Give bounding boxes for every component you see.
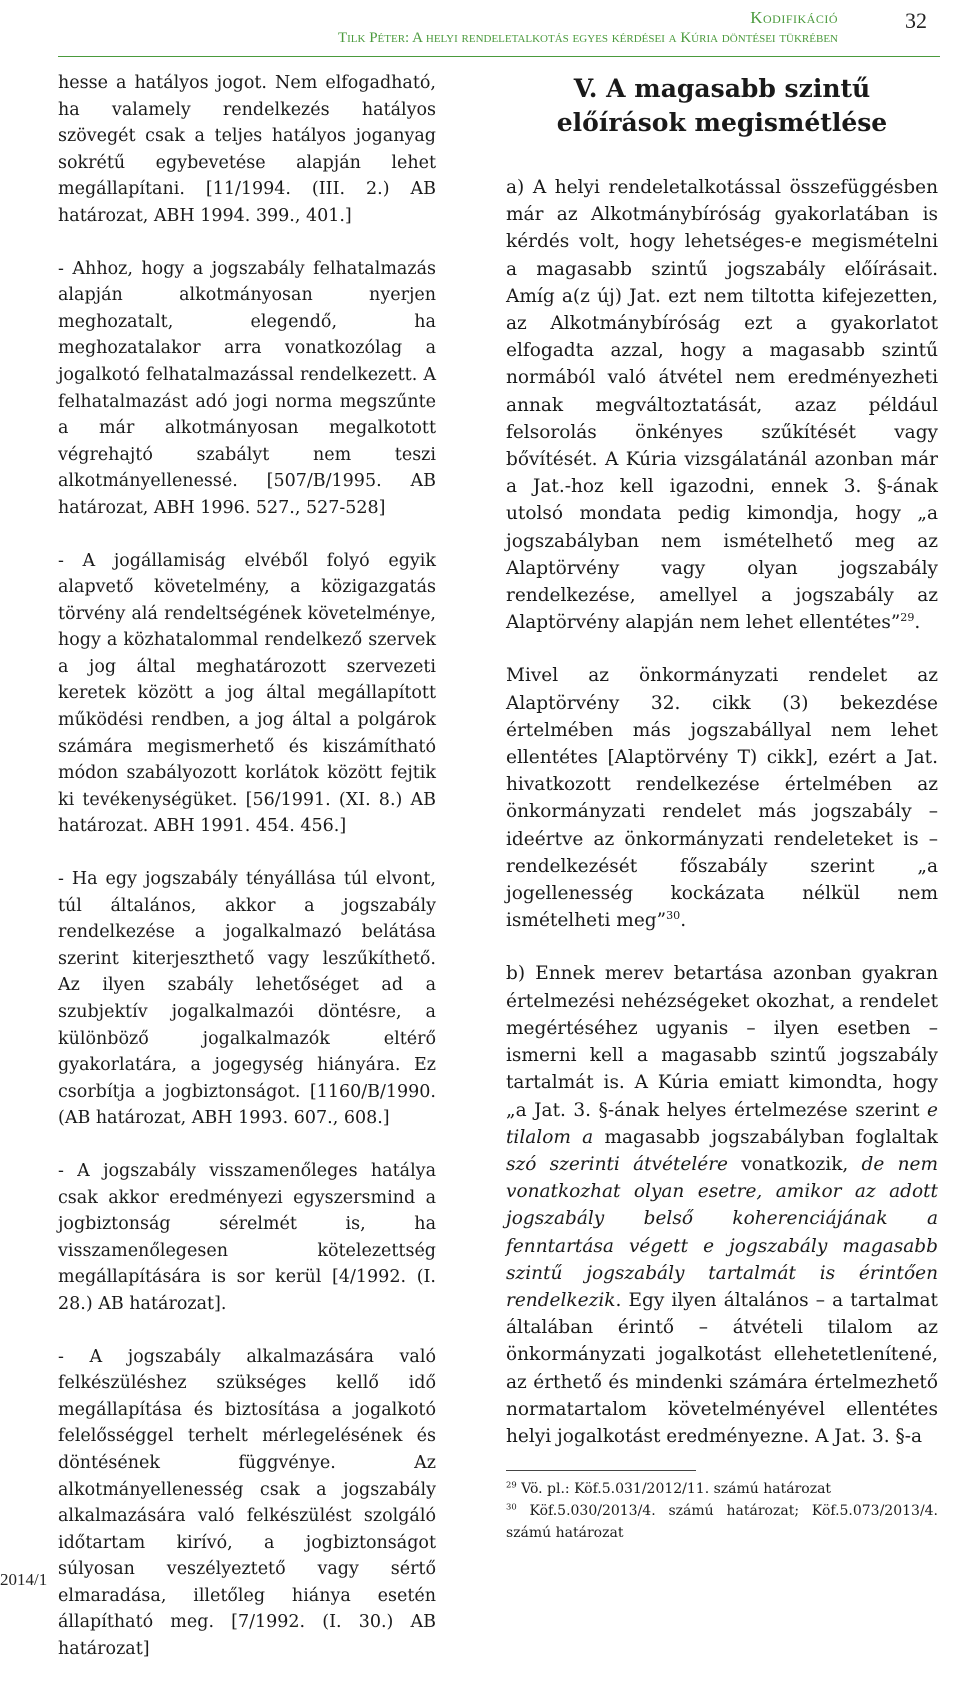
right-paragraph-2 xyxy=(506,662,938,934)
left-paragraph-6: - A jogszabály alkalmazására való felkészüléshez szükséges kellő idő megállapítása és biztosítása a jogalkotó felelősséggel terhelt mérlegelésének és döntésének függvénye. Az alkotmányellenesség csak a jogszabály alkalmazására való felkészülést szolgáló időtartam kirívó, a jogbiztonságot súlyosan veszélyeztető vagy sértő elmaradása, illetőleg hiánya esetén állapítható meg. [7/1992. (I. 30.) AB határozat] xyxy=(58,1346,436,1660)
footnote-ref-30[interactable]: 30 xyxy=(666,909,681,923)
left-paragraph-4: - Ha egy jogszabály tényállása túl elvont, túl általános, akkor a jogszabály rendelkezése a jogalkalmazó belátása szerint kiterjeszthető vagy leszűkíthető. Az ilyen szabály lehetőséget ad a szubjektív jogalkalmazói döntésre, a különböző jogalkalmazók eltérő gyakorlatára, a jogegység hiányára. Ez csorbítja a jogbiztonságot. [1160/B/1990. (AB határozat, ABH 1993. 607., 608.] xyxy=(58,869,436,1129)
right-paragraph-a xyxy=(506,174,938,636)
left-paragraph-5: - A jogszabály visszamenőleges hatálya csak akkor eredményezi egyszersmind a jogbiztonság sérelmét is, ha visszamenőlegesen kötelezettség megállapítására is sor kerül [4/1992. (I. 28.) AB határozat]. xyxy=(58,1160,436,1314)
right-paragraph-a-end: . xyxy=(914,612,921,634)
left-column xyxy=(58,70,436,1689)
footnote-rule xyxy=(506,1470,696,1471)
right-paragraph-b xyxy=(506,960,938,1450)
right-paragraph-b-italic3: de nem vonatkozhat olyan esetre, amikor az adott jogszabály belső koherenciájának a fenntartása végett e jogszabály magasabb szintű jogszabály tartalmát is érintően rendelkezik xyxy=(506,1153,938,1311)
left-paragraph-1: hesse a hatályos jogot. Nem elfogadható, ha valamely rendelkezés hatályos szövegét csak a teljes hatályos joganyag sokrétű egybevetése alapján lehet megállapítani. [11/1994. (III. 2.) AB határozat, ABH 1994. 399., 401.] xyxy=(58,73,436,226)
footnote-29 xyxy=(506,1478,938,1500)
footnote-ref-29[interactable]: 29 xyxy=(900,611,915,625)
right-paragraph-2-text: Mivel az önkormányzati rendelet az Alaptörvény 32. cikk (3) bekezdése értelmében más jogszabállyal nem lehet ellentétes [Alaptörvény T) cikk], ezért a Jat. hivatkozott rendelkezése értelmében az önkormányzati rendelet más jogszabály – ideértve az önkormányzati rendeleteket is – rendelkezését főszabály szerint „a jogellenesség kockázata nélkül nem ismételheti meg” xyxy=(506,665,938,932)
left-paragraph-3: - A jogállamiság elvéből folyó egyik alapvető követelmény, a közigazgatás törvény alá rendeltségének követelménye, hogy a közhatalommal rendelkező szervek a jog által meghatározott szervezeti keretek között a jog által megállapított működési rendben, a jog által a polgárok számára megismerhető és kiszámítható módon szabályozott korlátok között fejtik ki tevékenységüket. [56/1991. (XI. 8.) AB határozat. ABH 1991. 454. 456.] xyxy=(58,550,436,837)
right-paragraph-b-part1: b) Ennek merev betartása azonban gyakran értelmezési nehézségeket okozhat, a rendelet megértéséhez ugyanis – ilyen esetben – ismerni kell a magasabb szintű jogszabály tartalmát is. A Kúria emiatt kimondta, hogy „a Jat. 3. §-ának helyes értelmezése szerint xyxy=(506,963,938,1121)
right-paragraph-a-text: a) A helyi rendeletalkotással összefüggésben már az Alkotmánybíróság gyakorlatában is kérdés volt, hogy lehetséges-e megismételni a magasabb szintű jogszabály előírásait. Amíg a(z új) Jat. ezt nem tiltotta kifejezetten, az Alkotmánybíróság ezt a gyakorlatot elfogadta azzal, hogy a magasabb szintű normából való átvétel nem eredményezheti annak megváltoztatását, azaz például felsorolás önkényes szűkítését vagy bővítését. A Kúria vizsgálatánál azonban már a Jat.-hoz kell igazodni, ennek 3. §-ának utolsó mondata pedig kimondja, hogy „a jogszabályban nem ismételhető meg az Alaptörvény vagy olyan jogszabály rendelkezése, amellyel a jogszabály az Alaptörvény alapján nem lehet ellentétes” xyxy=(506,177,938,634)
running-title: Tilk Péter: A helyi rendeletalkotás egyes kérdései a Kúria döntései tükrében xyxy=(337,30,838,46)
left-paragraph-2: - Ahhoz, hogy a jogszabály felhatalmazás alapján alkotmányosan nyerjen meghozatalt, elegendő, ha meghozatalakor arra vonatkozólag a jogalkotó felhatalmazással rendelkezett. A felhatalmazást adó jogi norma megszűnte a már alkotmányosan megalkotott végrehajtó szabályt nem teszi alkotmányellenessé. [507/B/1995. AB határozat, ABH 1996. 527., 527-528] xyxy=(58,258,436,518)
footnote-30-text: Köf.5.030/2013/4. számú határozat; Köf.5.073/2013/4. számú határozat xyxy=(506,1503,939,1541)
page-number: 32 xyxy=(905,8,927,33)
footnote-30-num: 30 xyxy=(506,1501,517,1512)
right-paragraph-b-italic2: szó szerinti átvételére xyxy=(506,1153,728,1175)
right-paragraph-2-end: . xyxy=(680,910,687,932)
right-paragraph-b-part4: . Egy ilyen általános – a tartalmat általában érintő – átvételi tilalom az önkormányzati jogalkotást ellehetetlenítené, az érthető és mindenki számára értelmezhető normatartalom követelményével ellentétes helyi jogalkotást eredményezne. A Jat. 3. §-a xyxy=(506,1289,938,1447)
right-column xyxy=(506,70,938,1476)
right-paragraph-b-part2: magasabb jogszabályban foglaltak xyxy=(593,1126,938,1148)
footnotes xyxy=(506,1478,938,1544)
right-paragraph-b-part3: vonatkozik, xyxy=(727,1153,862,1175)
footnote-29-text: Vö. pl.: Köf.5.031/2012/11. számú határozat xyxy=(521,1481,832,1497)
header-rule xyxy=(58,56,940,57)
footnote-29-num: 29 xyxy=(506,1479,517,1490)
journal-name: Kodifikáció xyxy=(750,8,838,27)
section-title: V. A magasabb szintű előírások megismétlése xyxy=(556,74,888,137)
right-paragraph-b-italic1: e tilalom a xyxy=(506,1099,938,1148)
issue-label: 2014/1 xyxy=(0,1570,48,1589)
footnote-30 xyxy=(506,1500,938,1544)
